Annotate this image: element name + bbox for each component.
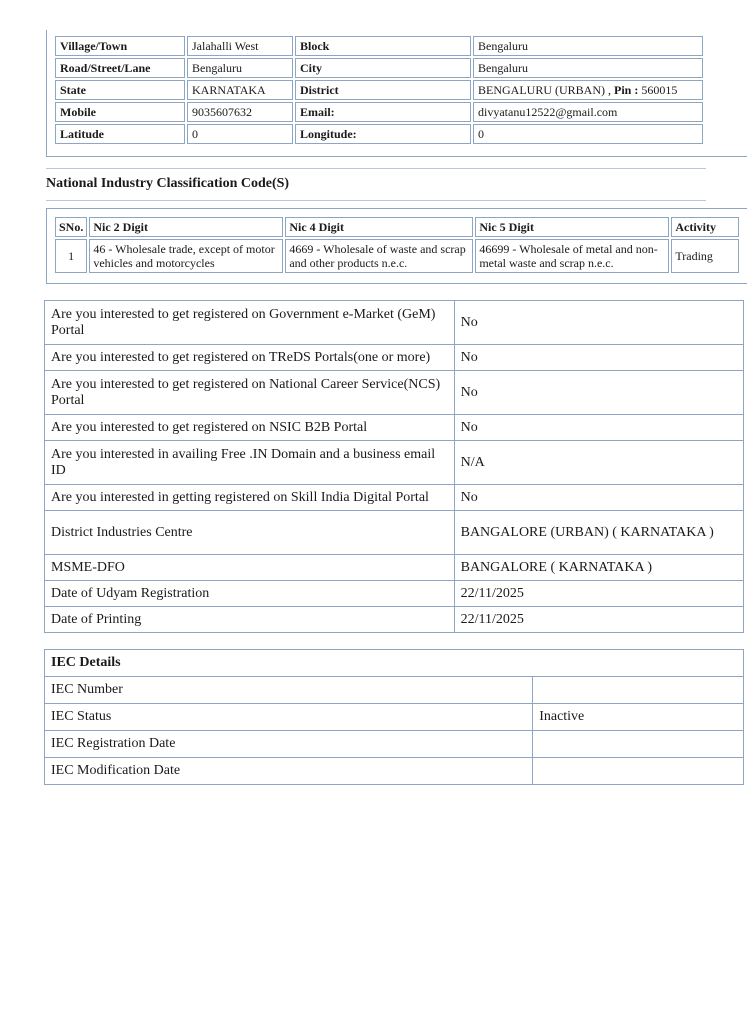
nic-sno: 1 — [55, 239, 87, 273]
nic-5digit: 46699 - Wholesale of metal and non-metal waste and scrap n.e.c. — [475, 239, 669, 273]
table-row — [45, 555, 744, 581]
block-label: Block — [295, 36, 471, 56]
block-value: Bengaluru — [473, 36, 703, 56]
answer-cell: No — [455, 371, 744, 415]
district-name: BENGALURU (URBAN) , — [478, 82, 614, 97]
nic-2digit: 46 - Wholesale trade, except of motor vehicles and motorcycles — [89, 239, 283, 273]
table-row — [45, 485, 744, 511]
road-value: Bengaluru — [187, 58, 293, 78]
question-cell: Date of Printing — [45, 607, 455, 633]
nic-activity: Trading — [671, 239, 739, 273]
table-row — [45, 511, 744, 555]
nic-header-4digit: Nic 4 Digit — [285, 217, 473, 237]
iec-number-value — [533, 677, 744, 704]
question-cell: District Industries Centre — [45, 511, 455, 555]
latitude-value: 0 — [187, 124, 293, 144]
village-value: Jalahalli West — [187, 36, 293, 56]
iec-registration-date-value — [533, 731, 744, 758]
table-row — [45, 345, 744, 371]
district-label: District — [295, 80, 471, 100]
village-label: Village/Town — [55, 36, 185, 56]
question-cell: MSME-DFO — [45, 555, 455, 581]
answer-cell: 22/11/2025 — [455, 581, 744, 607]
latitude-label: Latitude — [55, 124, 185, 144]
divider — [46, 200, 706, 201]
question-cell: Are you interested to get registered on NSIC B2B Portal — [45, 415, 455, 441]
iec-header-row — [45, 650, 744, 677]
city-label: City — [295, 58, 471, 78]
pin-value: 560015 — [641, 82, 678, 97]
table-row — [45, 301, 744, 345]
answer-cell: No — [455, 345, 744, 371]
email-label: Email: — [295, 102, 471, 122]
city-value: Bengaluru — [473, 58, 703, 78]
pin-label: Pin : — [614, 82, 642, 97]
nic-table — [53, 215, 741, 275]
nic-4digit: 4669 - Wholesale of waste and scrap and other products n.e.c. — [285, 239, 473, 273]
iec-status-label: IEC Status — [45, 704, 533, 731]
address-row — [55, 36, 703, 56]
question-cell: Are you interested to get registered on National Career Service(NCS) Portal — [45, 371, 455, 415]
address-section — [46, 30, 747, 157]
nic-header-sno: SNo. — [55, 217, 87, 237]
table-row — [55, 239, 739, 273]
table-row — [45, 677, 744, 704]
email-value: divyatanu12522@gmail.com — [473, 102, 703, 122]
table-row — [45, 731, 744, 758]
table-row — [45, 371, 744, 415]
road-label: Road/Street/Lane — [55, 58, 185, 78]
table-row — [45, 704, 744, 731]
iec-status-value: Inactive — [533, 704, 744, 731]
mobile-label: Mobile — [55, 102, 185, 122]
state-label: State — [55, 80, 185, 100]
registration-questions-table — [44, 300, 744, 633]
nic-section-title: National Industry Classification Code(S) — [46, 176, 290, 191]
table-row — [45, 758, 744, 785]
table-row — [45, 441, 744, 485]
iec-modification-date-value — [533, 758, 744, 785]
iec-details-table — [44, 649, 744, 785]
address-table — [53, 34, 705, 146]
answer-cell: 22/11/2025 — [455, 607, 744, 633]
table-row — [45, 607, 744, 633]
address-row — [55, 102, 703, 122]
longitude-value: 0 — [473, 124, 703, 144]
nic-header-row — [55, 217, 739, 237]
iec-modification-date-label: IEC Modification Date — [45, 758, 533, 785]
question-cell: Date of Udyam Registration — [45, 581, 455, 607]
question-cell: Are you interested to get registered on Government e-Market (GeM) Portal — [45, 301, 455, 345]
nic-header-activity: Activity — [671, 217, 739, 237]
question-cell: Are you interested in getting registered on Skill India Digital Portal — [45, 485, 455, 511]
address-row — [55, 58, 703, 78]
nic-header-2digit: Nic 2 Digit — [89, 217, 283, 237]
iec-number-label: IEC Number — [45, 677, 533, 704]
answer-cell: No — [455, 301, 744, 345]
district-value — [473, 80, 703, 100]
state-value: KARNATAKA — [187, 80, 293, 100]
question-cell: Are you interested to get registered on TReDS Portals(one or more) — [45, 345, 455, 371]
question-cell: Are you interested in availing Free .IN Domain and a business email ID — [45, 441, 455, 485]
table-row — [45, 581, 744, 607]
nic-section — [46, 208, 747, 284]
answer-cell: BANGALORE ( KARNATAKA ) — [455, 555, 744, 581]
answer-cell: N/A — [455, 441, 744, 485]
iec-title: IEC Details — [45, 650, 744, 677]
answer-cell: No — [455, 415, 744, 441]
address-row — [55, 80, 703, 100]
longitude-label: Longitude: — [295, 124, 471, 144]
iec-registration-date-label: IEC Registration Date — [45, 731, 533, 758]
mobile-value: 9035607632 — [187, 102, 293, 122]
address-row — [55, 124, 703, 144]
answer-cell: BANGALORE (URBAN) ( KARNATAKA ) — [455, 511, 744, 555]
answer-cell: No — [455, 485, 744, 511]
table-row — [45, 415, 744, 441]
divider — [46, 168, 706, 169]
nic-header-5digit: Nic 5 Digit — [475, 217, 669, 237]
